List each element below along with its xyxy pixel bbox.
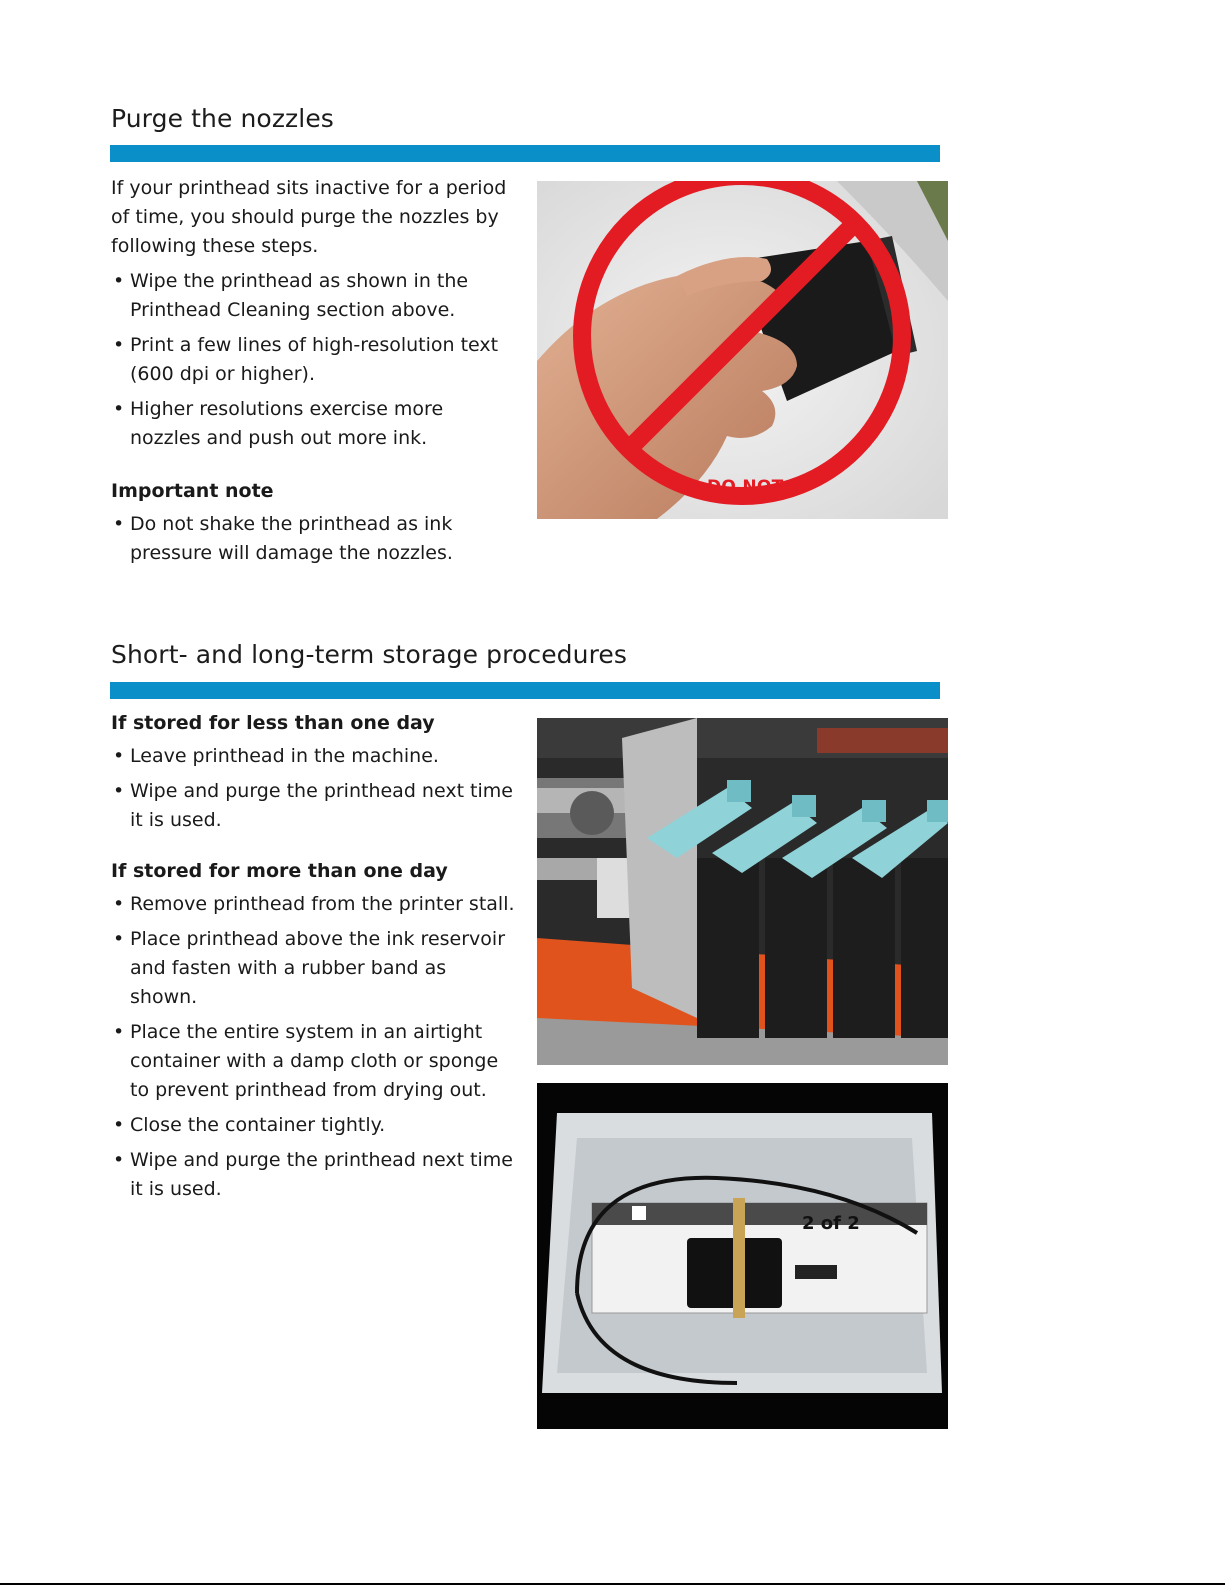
list-item: • Higher resolutions exercise more nozzles and push out more ink. bbox=[111, 395, 516, 453]
purge-intro: If your printhead sits inactive for a period of time, you should purge the nozzles by following these steps. bbox=[111, 177, 507, 257]
list-item: • Wipe and purge the printhead next time it is used. bbox=[111, 777, 516, 835]
list-item: • Wipe and purge the printhead next time it is used. bbox=[111, 1146, 516, 1204]
section-title-storage: Short- and long-term storage procedures bbox=[111, 640, 628, 669]
purge-steps-list bbox=[111, 267, 516, 453]
section-title-purge: Purge the nozzles bbox=[111, 104, 334, 133]
airtight-container-photo bbox=[537, 1083, 948, 1429]
important-note-heading: Important note bbox=[111, 480, 274, 502]
list-item: • Do not shake the printhead as ink pressure will damage the nozzles. bbox=[111, 510, 516, 568]
important-note-list bbox=[111, 510, 516, 568]
storage-text-column bbox=[111, 709, 516, 1204]
list-item: • Print a few lines of high-resolution text (600 dpi or higher). bbox=[111, 331, 516, 389]
box-label-count: 2 of 2 bbox=[802, 1213, 860, 1234]
list-item: • Wipe the printhead as shown in the Printhead Cleaning section above. bbox=[111, 267, 516, 325]
long-term-list bbox=[111, 890, 516, 1204]
do-not-shake-photo bbox=[537, 181, 948, 519]
short-term-list bbox=[111, 742, 516, 835]
do-not-caption: DO NOT bbox=[707, 477, 784, 497]
list-item: • Remove printhead from the printer stall. bbox=[111, 890, 516, 919]
section-rule bbox=[110, 145, 940, 162]
section-rule bbox=[110, 682, 940, 699]
printer-stall-photo bbox=[537, 718, 948, 1065]
list-item: • Leave printhead in the machine. bbox=[111, 742, 516, 771]
list-item: • Place the entire system in an airtight container with a damp cloth or sponge to prevent printhead from drying out. bbox=[111, 1018, 516, 1105]
short-term-heading: If stored for less than one day bbox=[111, 712, 435, 734]
long-term-heading: If stored for more than one day bbox=[111, 860, 448, 882]
list-item: • Close the container tightly. bbox=[111, 1111, 516, 1140]
purge-text-column bbox=[111, 174, 516, 568]
list-item: • Place printhead above the ink reservoir and fasten with a rubber band as shown. bbox=[111, 925, 516, 1012]
